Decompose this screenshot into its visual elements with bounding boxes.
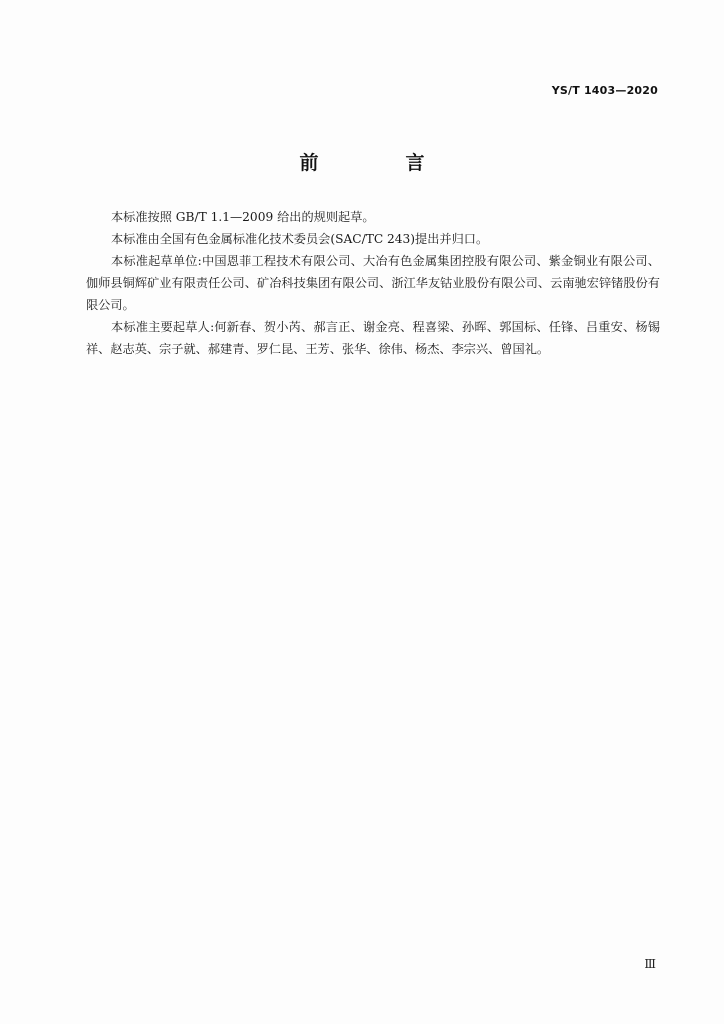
page-number: Ⅲ (644, 957, 656, 971)
paragraph-drafting-rules: 本标准按照 GB/T 1.1—2009 给出的规则起草。 (111, 210, 375, 224)
page-title: 前 言 (299, 152, 459, 174)
paragraph-drafters: 本标准主要起草人:何新春、贺小芮、郝言正、谢金亮、程喜梁、孙晖、郭国标、任锋、吕重安、杨锡祥、赵志英、宗子就、郝建青、罗仁昆、王芳、张华、徐伟、杨杰、李宗兴、曾国礼。 (86, 320, 660, 356)
paragraph-drafting-units: 本标准起草单位:中国恩菲工程技术有限公司、大冶有色金属集团控股有限公司、紫金铜业有限公司、伽师县铜辉矿业有限责任公司、矿冶科技集团有限公司、浙江华友钴业股份有限公司、云南驰宏锌锗股份有限公司。 (86, 254, 660, 312)
foreword-body (86, 206, 660, 360)
paragraph-proposer: 本标准由全国有色金属标准化技术委员会(SAC/TC 243)提出并归口。 (111, 232, 489, 246)
standard-code: YS/T 1403—2020 (551, 84, 658, 97)
